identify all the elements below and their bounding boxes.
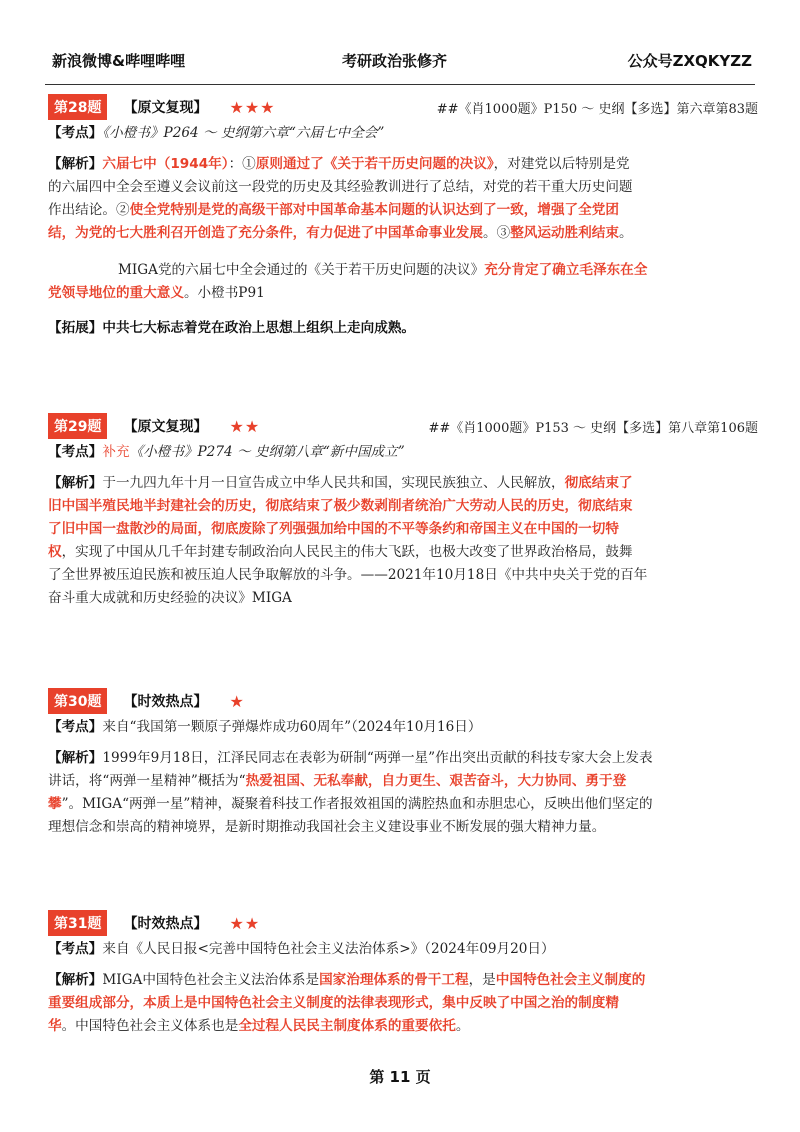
analysis-label: 【解析】 xyxy=(48,972,103,988)
question-type-tag: 【时效热点】 xyxy=(123,916,208,932)
question-type-tag: 【原文复现】 xyxy=(123,419,208,435)
analysis-text: 。 xyxy=(455,1018,470,1034)
highlight-text: 全过程人民民主制度体系的重要依托 xyxy=(238,1018,456,1034)
key-point-label: 【考点】 xyxy=(48,941,103,957)
key-point xyxy=(48,441,758,464)
star-rating: ★ xyxy=(229,691,245,711)
analysis-text: 。小橙书P91 xyxy=(183,285,265,301)
analysis-text: ，对建党以后特别是党 xyxy=(493,156,630,172)
highlight-text: 结，为党的七大胜利召开创造了充分条件，有力促进了中国革命事业发展 xyxy=(48,225,483,241)
analysis xyxy=(48,472,758,610)
header-divider xyxy=(45,84,755,85)
highlight-text: 六届七中（1944年） xyxy=(102,156,229,172)
highlight-text: 党领导地位的重大意义 xyxy=(48,285,184,301)
highlight-text: 攀 xyxy=(48,796,62,812)
analysis-text: 于一九四九年十月一日宣告成立中华人民共和国，实现民族独立、人民解放， xyxy=(102,475,565,491)
highlight-text: 重要组成部分，本质上是中国特色社会主义制度的法律表现形式，集中反映了中国之治的制度精 xyxy=(48,995,619,1011)
star-rating: ★★ xyxy=(229,416,261,436)
key-point-text: 来自“我国第一颗原子弹爆炸成功60周年”（2024年10月16日） xyxy=(102,719,482,735)
analysis-text: 奋斗重大成就和历史经验的决议》MIGA xyxy=(48,590,292,606)
question-type-tag: 【原文复现】 xyxy=(123,100,208,116)
analysis-text: MIGA中国特色社会主义法治体系是 xyxy=(102,972,320,988)
supplement-tag: 补充 xyxy=(102,444,130,460)
header-author: 考研政治张修齐 xyxy=(342,52,448,70)
key-point-label: 【考点】 xyxy=(48,719,103,735)
question-28-header xyxy=(48,94,758,120)
highlight-text: 权 xyxy=(48,544,62,560)
analysis xyxy=(48,747,758,839)
analysis-text: 。中国特色社会主义体系也是 xyxy=(61,1018,239,1034)
analysis-text: 作出结论。② xyxy=(48,202,130,218)
key-point-label: 【考点】 xyxy=(48,444,103,460)
analysis-label: 【解析】 xyxy=(48,475,103,491)
question-type-tag: 【时效热点】 xyxy=(123,694,208,710)
key-point-text: 来自《人民日报<完善中国特色社会主义法治体系>》（2024年09月20日） xyxy=(102,941,555,957)
page-number: 第 11 页 xyxy=(369,1068,431,1086)
analysis-label: 【解析】 xyxy=(48,156,103,172)
highlight-text: 彻底结束了 xyxy=(564,475,633,491)
extension xyxy=(48,317,758,340)
question-29 xyxy=(48,413,758,610)
key-point-label: 【考点】 xyxy=(48,125,103,141)
analysis-label: 【解析】 xyxy=(48,750,103,766)
highlight-text: 原则通过了《关于若干历史问题的决议》 xyxy=(255,156,494,172)
question-30 xyxy=(48,688,758,839)
question-31 xyxy=(48,910,758,1038)
highlight-text: 华 xyxy=(48,1018,62,1034)
analysis-text: ”。MIGA“两弹一星”精神，凝聚着科技工作者报效祖国的满腔热血和赤胆忠心，反映出他们坚定的 xyxy=(61,796,653,812)
question-number-badge: 第31题 xyxy=(48,910,107,936)
extension-label: 【拓展】 xyxy=(48,320,103,336)
key-point xyxy=(48,716,758,739)
question-number-badge: 第29题 xyxy=(48,413,107,439)
key-point xyxy=(48,938,758,961)
highlight-text: 国家治理体系的骨干工程 xyxy=(319,972,469,988)
analysis xyxy=(48,153,758,305)
analysis-text: ：① xyxy=(228,156,256,172)
header-weibo-bilibili: 新浪微博&哔哩哔哩 xyxy=(52,52,186,70)
analysis-text: 。 xyxy=(618,225,633,241)
key-point xyxy=(48,122,758,145)
star-rating: ★★★ xyxy=(229,97,276,117)
question-28 xyxy=(48,94,758,340)
analysis-text: 理想信念和崇高的精神境界，是新时期推动我国社会主义建设事业不断发展的强大精神力量。 xyxy=(48,819,606,835)
question-source: ##《肖1000题》P153 ～ 史纲【多选】第八章第106题 xyxy=(428,420,758,436)
question-30-header xyxy=(48,688,758,714)
question-number-badge: 第28题 xyxy=(48,94,107,120)
question-number-badge: 第30题 xyxy=(48,688,107,714)
analysis-text: 1999年9月18日，江泽民同志在表彰为研制“两弹一星”作出突出贡献的科技专家大会上发表 xyxy=(102,750,653,766)
highlight-text: 整风运动胜利结束 xyxy=(510,225,619,241)
highlight-text: 使全党特别是党的高级干部对中国革命基本问题的认识达到了一致，增强了全党团 xyxy=(129,202,619,218)
analysis xyxy=(48,969,758,1038)
highlight-text: 充分肯定了确立毛泽东在全 xyxy=(484,262,648,278)
extension-text: 中共七大标志着党在政治上思想上组织上走向成熟。 xyxy=(102,320,416,336)
key-point-text: 《小橙书》P274 ～ 史纲第八章“新中国成立” xyxy=(129,444,405,460)
question-29-header xyxy=(48,413,758,439)
analysis-text: ，是 xyxy=(468,972,496,988)
highlight-text: 中国特色社会主义制度的 xyxy=(495,972,646,988)
question-source: ##《肖1000题》P150 ～ 史纲【多选】第六章第83题 xyxy=(436,101,758,117)
analysis-text: MIGA党的六届七中全会通过的《关于若干历史问题的决议》 xyxy=(118,262,485,278)
key-point-text: 《小橙书》P264 ～ 史纲第六章“六届七中全会” xyxy=(102,125,385,141)
star-rating: ★★ xyxy=(229,913,261,933)
analysis-text: 的六届四中全会至遵义会议前这一段党的历史及其经验教训进行了总结，对党的若干重大历史问题 xyxy=(48,179,633,195)
highlight-text: 热爱祖国、无私奉献，自力更生、艰苦奋斗，大力协同、勇于登 xyxy=(245,773,627,789)
analysis-text: ，实现了中国从几千年封建专制政治向人民民主的伟大飞跃，也极大改变了世界政治格局，鼓舞 xyxy=(61,544,633,560)
analysis-text: 了全世界被压迫民族和被压迫人民争取解放的斗争。——2021年10月18日《中共中央关于党的百年 xyxy=(48,567,648,583)
header-wechat-account: 公众号ZXQKYZZ xyxy=(627,52,752,70)
analysis-text: 。③ xyxy=(483,225,511,241)
analysis-text: 讲话，将“两弹一星精神”概括为“ xyxy=(48,773,246,789)
question-31-header xyxy=(48,910,758,936)
highlight-text: 了旧中国一盘散沙的局面，彻底废除了列强强加给中国的不平等条约和帝国主义在中国的一切特 xyxy=(48,521,619,537)
highlight-text: 旧中国半殖民地半封建社会的历史，彻底结束了极少数剥削者统治广大劳动人民的历史，彻底结束 xyxy=(48,498,633,514)
